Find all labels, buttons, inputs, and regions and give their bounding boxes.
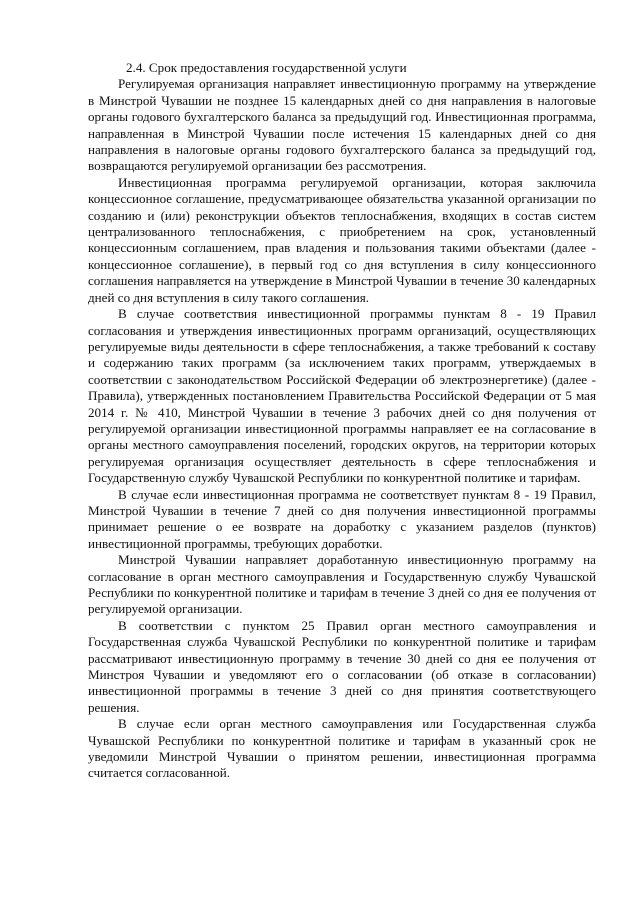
- paragraph-revised-program: Минстрой Чувашии направляет доработанную инвестиционную программу на согласование в орган местного самоуправления и Государственную службу Чувашской Республики по конкурентной политике и тарифам в течение 3 дней со дня ее получения от регулируемой организации.: [88, 552, 596, 617]
- paragraph-submission-deadline: Регулируемая организация направляет инвестиционную программу на утверждение в Минстрой Чувашии не позднее 15 календарных дней со дня направления в налоговые органы годового бухгалтерского баланса за предыдущий год. Инвестиционная программа, направленная в Минстрой Чувашии после истечения 15 календарных дней со дня направления в налоговые органы годового бухгалтерского баланса за предыдущий год, возвращаются регулируемой организации без рассмотрения.: [88, 76, 596, 174]
- paragraph-review-period: В соответствии с пунктом 25 Правил орган местного самоуправления и Государственная служба Чувашской Республики по конкурентной политике и тарифам рассматривают инвестиционную программу в течение 30 дней со дня ее получения от Минстроя Чувашии и уведомляют его о согласовании (об отказе в согласовании) инвестиционной программы в течение 3 дней со дня принятия соответствующего решения.: [88, 617, 596, 715]
- document-page: [88, 60, 596, 782]
- paragraph-return-for-revision: В случае если инвестиционная программа не соответствует пунктам 8 - 19 Правил, Минстрой Чувашии в течение 7 дней со дня получения инвестиционной программы принимает решение о ее возврате на доработку с указанием разделов (пунктов) инвестиционной программы, требующих доработки.: [88, 486, 596, 551]
- paragraph-deemed-approved: В случае если орган местного самоуправления или Государственная служба Чувашской Республики по конкурентной политике и тарифам в указанный срок не уведомили Минстрой Чувашии о принятом решении, инвестиционная программа считается согласованной.: [88, 716, 596, 781]
- section-heading: 2.4. Срок предоставления государственной услуги: [126, 60, 407, 75]
- paragraph-concession-agreement: Инвестиционная программа регулируемой организации, которая заключила концессионное соглашение, предусматривающее обязательства указанной организации по созданию и (или) реконструкции объектов теплоснабжения, входящих в состав систем централизованного теплоснабжения, с приобретением на срок, установленный концессионным соглашением, прав владения и пользования такими объектами (далее - концессионное соглашение), в первый год со дня вступления в силу концессионного соглашения направляется на утверждение в Минстрой Чувашии в течение 30 календарных дней со дня вступления в силу такого соглашения.: [88, 174, 596, 305]
- paragraph-compliance-approval: В случае соответствия инвестиционной программы пунктам 8 - 19 Правил согласования и утверждения инвестиционных программ организаций, осуществляющих регулируемые виды деятельности в сфере теплоснабжения, а также требований к составу и содержанию таких программ (за исключением таких программ, утверждаемых в соответствии с законодательством Российской Федерации об электроэнергетике) (далее - Правила), утвержденных постановлением Правительства Российской Федерации от 5 мая 2014 г. № 410, Минстрой Чувашии в течение 3 рабочих дней со дня получения от регулируемой организации инвестиционной программы направляет ее на согласование в органы местного самоуправления поселений, городских округов, на территории которых регулируемая организация осуществляет деятельность в сфере теплоснабжения и Государственную службу Чувашской Республики по конкурентной политике и тарифам.: [88, 306, 596, 486]
